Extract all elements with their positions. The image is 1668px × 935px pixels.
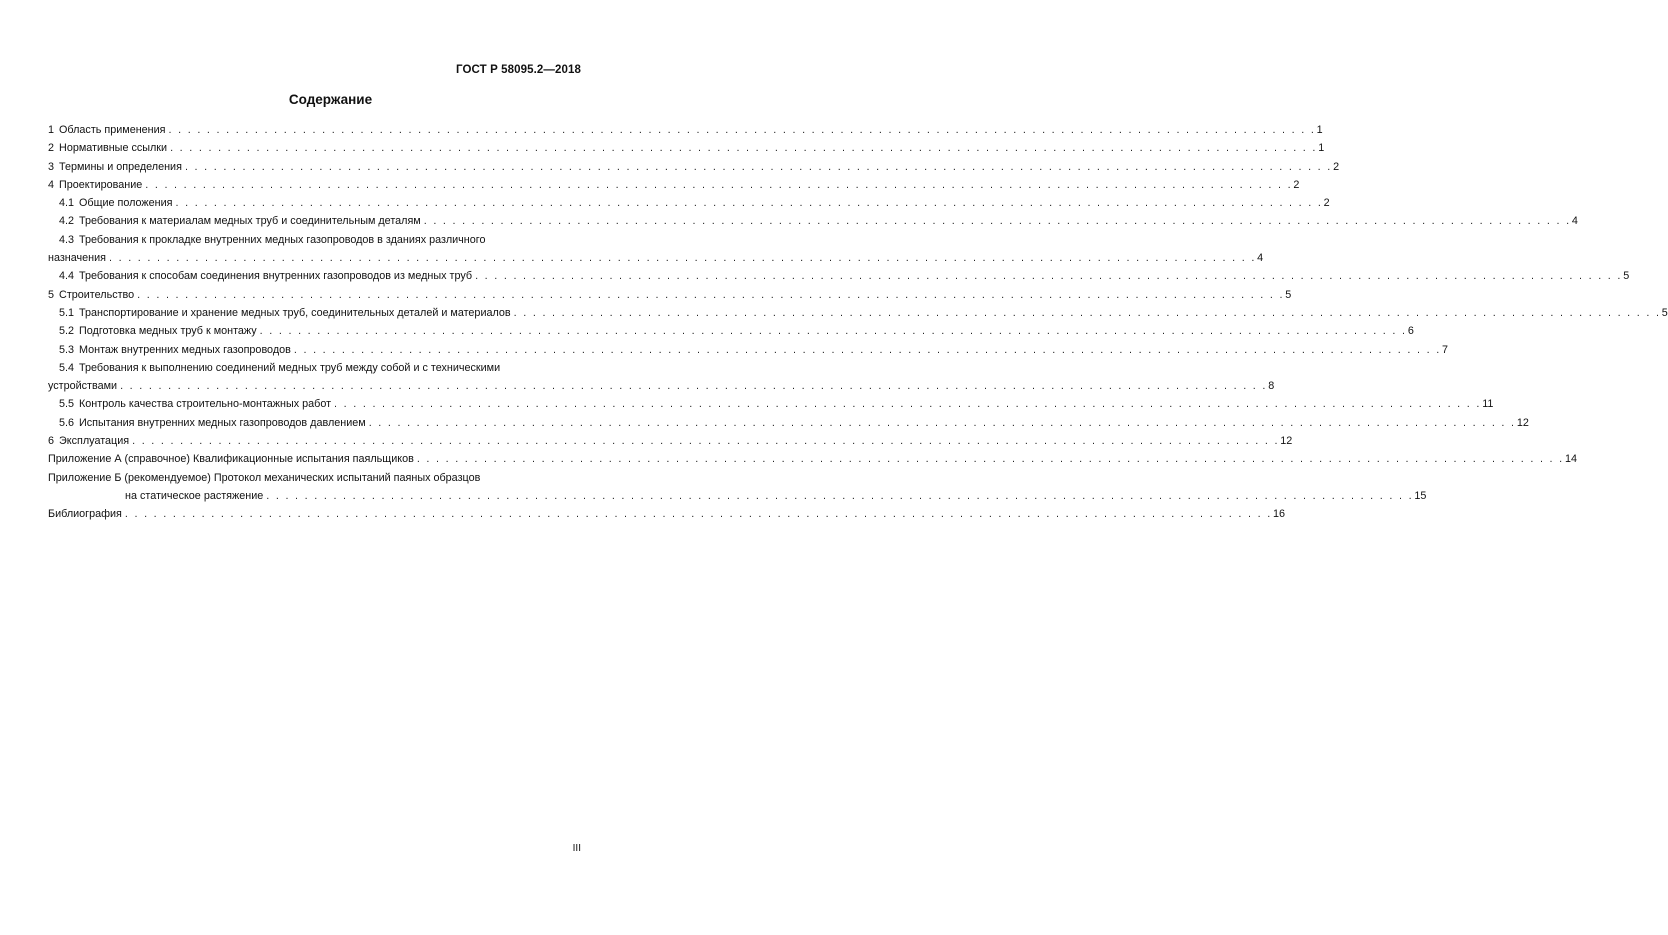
toc-entry-2[interactable] bbox=[48, 139, 1325, 157]
toc-entry-label: Строительство bbox=[59, 288, 135, 301]
toc-entry-number: 6 bbox=[48, 435, 55, 448]
toc-entry-page: 7 bbox=[1442, 343, 1449, 356]
toc-entry-1[interactable] bbox=[48, 121, 1323, 139]
toc-entry-label: Проектирование bbox=[59, 178, 143, 191]
toc-entry-5-2[interactable] bbox=[48, 322, 1414, 340]
dot-leader: . . . . . . . . . . . . . . . . . . . . . . . . . . . . . . . . . . . . . . . . . . . . . . . . . . . . . . . . . . . . . . . . . . . . . . . . . . . . . . . . . . . . . . . . . . . . . . . . . . . . . . . . . . . . . . . . . . . . . . . . bbox=[266, 489, 1414, 502]
toc-entry-label: Испытания внутренних медных газопроводов давлением bbox=[79, 416, 366, 429]
dot-leader: . . . . . . . . . . . . . . . . . . . . . . . . . . . . . . . . . . . . . . . . . . . . . . . . . . . . . . . . . . . . . . . . . . . . . . . . . . . . . . . . . . . . . . . . . . . . . . . . . . . . . . . . . . . . . . . . . . . . . . . . bbox=[416, 453, 1564, 466]
toc-entry-label-continued: на статическое растяжение bbox=[125, 489, 264, 502]
table-of-contents bbox=[48, 121, 1668, 524]
dot-leader: . . . . . . . . . . . . . . . . . . . . . . . . . . . . . . . . . . . . . . . . . . . . . . . . . . . . . . . . . . . . . . . . . . . . . . . . . . . . . . . . . . . . . . . . . . . . . . . . . . . . . . . . . . . . . . . . . . . . . . . . bbox=[334, 398, 1482, 411]
dot-leader: . . . . . . . . . . . . . . . . . . . . . . . . . . . . . . . . . . . . . . . . . . . . . . . . . . . . . . . . . . . . . . . . . . . . . . . . . . . . . . . . . . . . . . . . . . . . . . . . . . . . . . . . . . . . . . . . . . . . . . . . bbox=[168, 124, 1316, 136]
toc-entry-5-6[interactable] bbox=[48, 414, 1529, 432]
toc-entry-number: 2 bbox=[48, 142, 55, 155]
toc-entry-number: 5.5 bbox=[59, 398, 75, 411]
toc-entry-label: Общие положения bbox=[79, 197, 173, 210]
toc-entry-5-3[interactable] bbox=[48, 341, 1449, 359]
toc-entry-page: 8 bbox=[1268, 380, 1275, 393]
toc-entry-5-5[interactable] bbox=[48, 395, 1494, 413]
dot-leader: . . . . . . . . . . . . . . . . . . . . . . . . . . . . . . . . . . . . . . . . . . . . . . . . . . . . . . . . . . . . . . . . . . . . . . . . . . . . . . . . . . . . . . . . . . . . . . . . . . . . . . . . . . . . . . . . . . . . . . . . bbox=[475, 270, 1623, 283]
dot-leader: . . . . . . . . . . . . . . . . . . . . . . . . . . . . . . . . . . . . . . . . . . . . . . . . . . . . . . . . . . . . . . . . . . . . . . . . . . . . . . . . . . . . . . . . . . . . . . . . . . . . . . . . . . . . . . . . . . . . . . . . bbox=[120, 380, 1268, 393]
toc-entry-label: Область применения bbox=[59, 124, 166, 136]
toc-entry-label: Библиография bbox=[48, 508, 122, 521]
toc-entry-number: 5.2 bbox=[59, 325, 75, 338]
toc-entry-label: Приложение Б (рекомендуемое) Протокол механических испытаний паяных образцов bbox=[48, 471, 481, 484]
toc-entry-5[interactable] bbox=[48, 286, 1292, 304]
toc-entry-number: 5 bbox=[48, 288, 55, 301]
toc-entry-6[interactable] bbox=[48, 432, 1293, 450]
toc-entry-bibliography[interactable] bbox=[48, 505, 1286, 523]
toc-entry-number: 4 bbox=[48, 178, 55, 191]
toc-entry-page: 12 bbox=[1280, 435, 1293, 448]
toc-entry-label: Требования к материалам медных труб и соединительным деталям bbox=[79, 215, 421, 228]
toc-entry-page: 2 bbox=[1323, 197, 1330, 210]
toc-entry-number: 5.4 bbox=[59, 361, 75, 374]
toc-entry-label: Подготовка медных труб к монтажу bbox=[79, 325, 257, 338]
toc-entry-number: 5.6 bbox=[59, 416, 75, 429]
dot-leader: . . . . . . . . . . . . . . . . . . . . . . . . . . . . . . . . . . . . . . . . . . . . . . . . . . . . . . . . . . . . . . . . . . . . . . . . . . . . . . . . . . . . . . . . . . . . . . . . . . . . . . . . . . . . . . . . . . . . . . . . bbox=[137, 288, 1285, 301]
toc-entry-number: 1 bbox=[48, 124, 55, 136]
toc-entry-page: 15 bbox=[1414, 489, 1427, 502]
toc-entry-label: Эксплуатация bbox=[59, 435, 130, 448]
toc-entry-3[interactable] bbox=[48, 158, 1340, 176]
toc-entry-page: 5 bbox=[1285, 288, 1292, 301]
dot-leader: . . . . . . . . . . . . . . . . . . . . . . . . . . . . . . . . . . . . . . . . . . . . . . . . . . . . . . . . . . . . . . . . . . . . . . . . . . . . . . . . . . . . . . . . . . . . . . . . . . . . . . . . . . . . . . . . . . . . . . . . bbox=[124, 508, 1273, 521]
toc-entry-4-3[interactable] bbox=[48, 231, 1264, 268]
toc-entry-label-continued: устройствами bbox=[48, 380, 118, 393]
toc-entry-appendix-a[interactable] bbox=[48, 450, 1577, 468]
dot-leader: . . . . . . . . . . . . . . . . . . . . . . . . . . . . . . . . . . . . . . . . . . . . . . . . . . . . . . . . . . . . . . . . . . . . . . . . . . . . . . . . . . . . . . . . . . . . . . . . . . . . . . . . . . . . . . . . . . . . . . . . bbox=[513, 306, 1661, 319]
toc-entry-label: Требования к способам соединения внутренних газопроводов из медных труб bbox=[79, 270, 473, 283]
toc-title: Содержание bbox=[288, 92, 373, 107]
dot-leader: . . . . . . . . . . . . . . . . . . . . . . . . . . . . . . . . . . . . . . . . . . . . . . . . . . . . . . . . . . . . . . . . . . . . . . . . . . . . . . . . . . . . . . . . . . . . . . . . . . . . . . . . . . . . . . . . . . . . . . . . bbox=[423, 215, 1571, 228]
toc-entry-4-2[interactable] bbox=[48, 212, 1578, 230]
toc-entry-page: 6 bbox=[1407, 325, 1414, 338]
toc-entry-label-continued: назначения bbox=[48, 252, 106, 265]
toc-entry-label: Термины и определения bbox=[59, 160, 182, 173]
toc-entry-4-4[interactable] bbox=[48, 267, 1630, 285]
toc-entry-4-1[interactable] bbox=[48, 194, 1330, 212]
toc-entry-5-1[interactable] bbox=[48, 304, 1668, 322]
toc-entry-page: 16 bbox=[1273, 508, 1286, 521]
document-id: ГОСТ Р 58095.2—2018 bbox=[456, 64, 581, 76]
toc-entry-number: 5.1 bbox=[59, 306, 75, 319]
toc-entry-page: 5 bbox=[1661, 306, 1668, 319]
toc-entry-number: 5.3 bbox=[59, 343, 75, 356]
toc-entry-page: 1 bbox=[1318, 142, 1325, 155]
toc-entry-page: 5 bbox=[1623, 270, 1630, 283]
dot-leader: . . . . . . . . . . . . . . . . . . . . . . . . . . . . . . . . . . . . . . . . . . . . . . . . . . . . . . . . . . . . . . . . . . . . . . . . . . . . . . . . . . . . . . . . . . . . . . . . . . . . . . . . . . . . . . . . . . . . . . . . bbox=[368, 416, 1516, 429]
dot-leader: . . . . . . . . . . . . . . . . . . . . . . . . . . . . . . . . . . . . . . . . . . . . . . . . . . . . . . . . . . . . . . . . . . . . . . . . . . . . . . . . . . . . . . . . . . . . . . . . . . . . . . . . . . . . . . . . . . . . . . . . bbox=[184, 160, 1333, 173]
toc-entry-page: 14 bbox=[1564, 453, 1577, 466]
toc-entry-number: 4.4 bbox=[59, 270, 75, 283]
toc-entry-label: Требования к прокладке внутренних медных газопроводов в зданиях различного bbox=[79, 233, 486, 246]
toc-entry-number: 4.2 bbox=[59, 215, 75, 228]
toc-entry-label: Требования к выполнению соединений медных труб между собой и с техническими bbox=[79, 361, 501, 374]
toc-entry-label: Транспортирование и хранение медных труб, соединительных деталей и материалов bbox=[79, 306, 511, 319]
dot-leader: . . . . . . . . . . . . . . . . . . . . . . . . . . . . . . . . . . . . . . . . . . . . . . . . . . . . . . . . . . . . . . . . . . . . . . . . . . . . . . . . . . . . . . . . . . . . . . . . . . . . . . . . . . . . . . . . . . . . . . . . bbox=[293, 343, 1442, 356]
toc-entry-page: 1 bbox=[1316, 124, 1323, 136]
toc-entry-page: 12 bbox=[1516, 416, 1529, 429]
toc-entry-page: 4 bbox=[1571, 215, 1578, 228]
toc-entry-number: 3 bbox=[48, 160, 55, 173]
toc-entry-4[interactable] bbox=[48, 176, 1300, 194]
toc-entry-label: Нормативные ссылки bbox=[59, 142, 168, 155]
dot-leader: . . . . . . . . . . . . . . . . . . . . . . . . . . . . . . . . . . . . . . . . . . . . . . . . . . . . . . . . . . . . . . . . . . . . . . . . . . . . . . . . . . . . . . . . . . . . . . . . . . . . . . . . . . . . . . . . . . . . . . . . bbox=[170, 142, 1318, 155]
page-number: III bbox=[572, 843, 581, 854]
toc-entry-label: Приложение А (справочное) Квалификационные испытания паяльщиков bbox=[48, 453, 414, 466]
toc-entry-page: 4 bbox=[1257, 252, 1264, 265]
toc-entry-label: Контроль качества строительно-монтажных работ bbox=[79, 398, 332, 411]
dot-leader: . . . . . . . . . . . . . . . . . . . . . . . . . . . . . . . . . . . . . . . . . . . . . . . . . . . . . . . . . . . . . . . . . . . . . . . . . . . . . . . . . . . . . . . . . . . . . . . . . . . . . . . . . . . . . . . . . . . . . . . . bbox=[109, 252, 1257, 265]
dot-leader: . . . . . . . . . . . . . . . . . . . . . . . . . . . . . . . . . . . . . . . . . . . . . . . . . . . . . . . . . . . . . . . . . . . . . . . . . . . . . . . . . . . . . . . . . . . . . . . . . . . . . . . . . . . . . . . . . . . . . . . . bbox=[145, 178, 1293, 191]
toc-entry-5-4[interactable] bbox=[48, 359, 1275, 396]
toc-entry-appendix-b[interactable] bbox=[48, 469, 1427, 506]
dot-leader: . . . . . . . . . . . . . . . . . . . . . . . . . . . . . . . . . . . . . . . . . . . . . . . . . . . . . . . . . . . . . . . . . . . . . . . . . . . . . . . . . . . . . . . . . . . . . . . . . . . . . . . . . . . . . . . . . . . . . . . . bbox=[175, 197, 1323, 210]
toc-entry-page: 2 bbox=[1333, 160, 1340, 173]
toc-entry-label: Монтаж внутренних медных газопроводов bbox=[79, 343, 291, 356]
toc-entry-number: 4.3 bbox=[59, 233, 75, 246]
dot-leader: . . . . . . . . . . . . . . . . . . . . . . . . . . . . . . . . . . . . . . . . . . . . . . . . . . . . . . . . . . . . . . . . . . . . . . . . . . . . . . . . . . . . . . . . . . . . . . . . . . . . . . . . . . . . . . . . . . . . . . . . bbox=[132, 435, 1280, 448]
dot-leader: . . . . . . . . . . . . . . . . . . . . . . . . . . . . . . . . . . . . . . . . . . . . . . . . . . . . . . . . . . . . . . . . . . . . . . . . . . . . . . . . . . . . . . . . . . . . . . . . . . . . . . . . . . . . . . . . . . . . . . . . bbox=[259, 325, 1407, 338]
toc-entry-page: 11 bbox=[1482, 398, 1494, 411]
toc-entry-number: 4.1 bbox=[59, 197, 75, 210]
toc-entry-page: 2 bbox=[1293, 178, 1300, 191]
